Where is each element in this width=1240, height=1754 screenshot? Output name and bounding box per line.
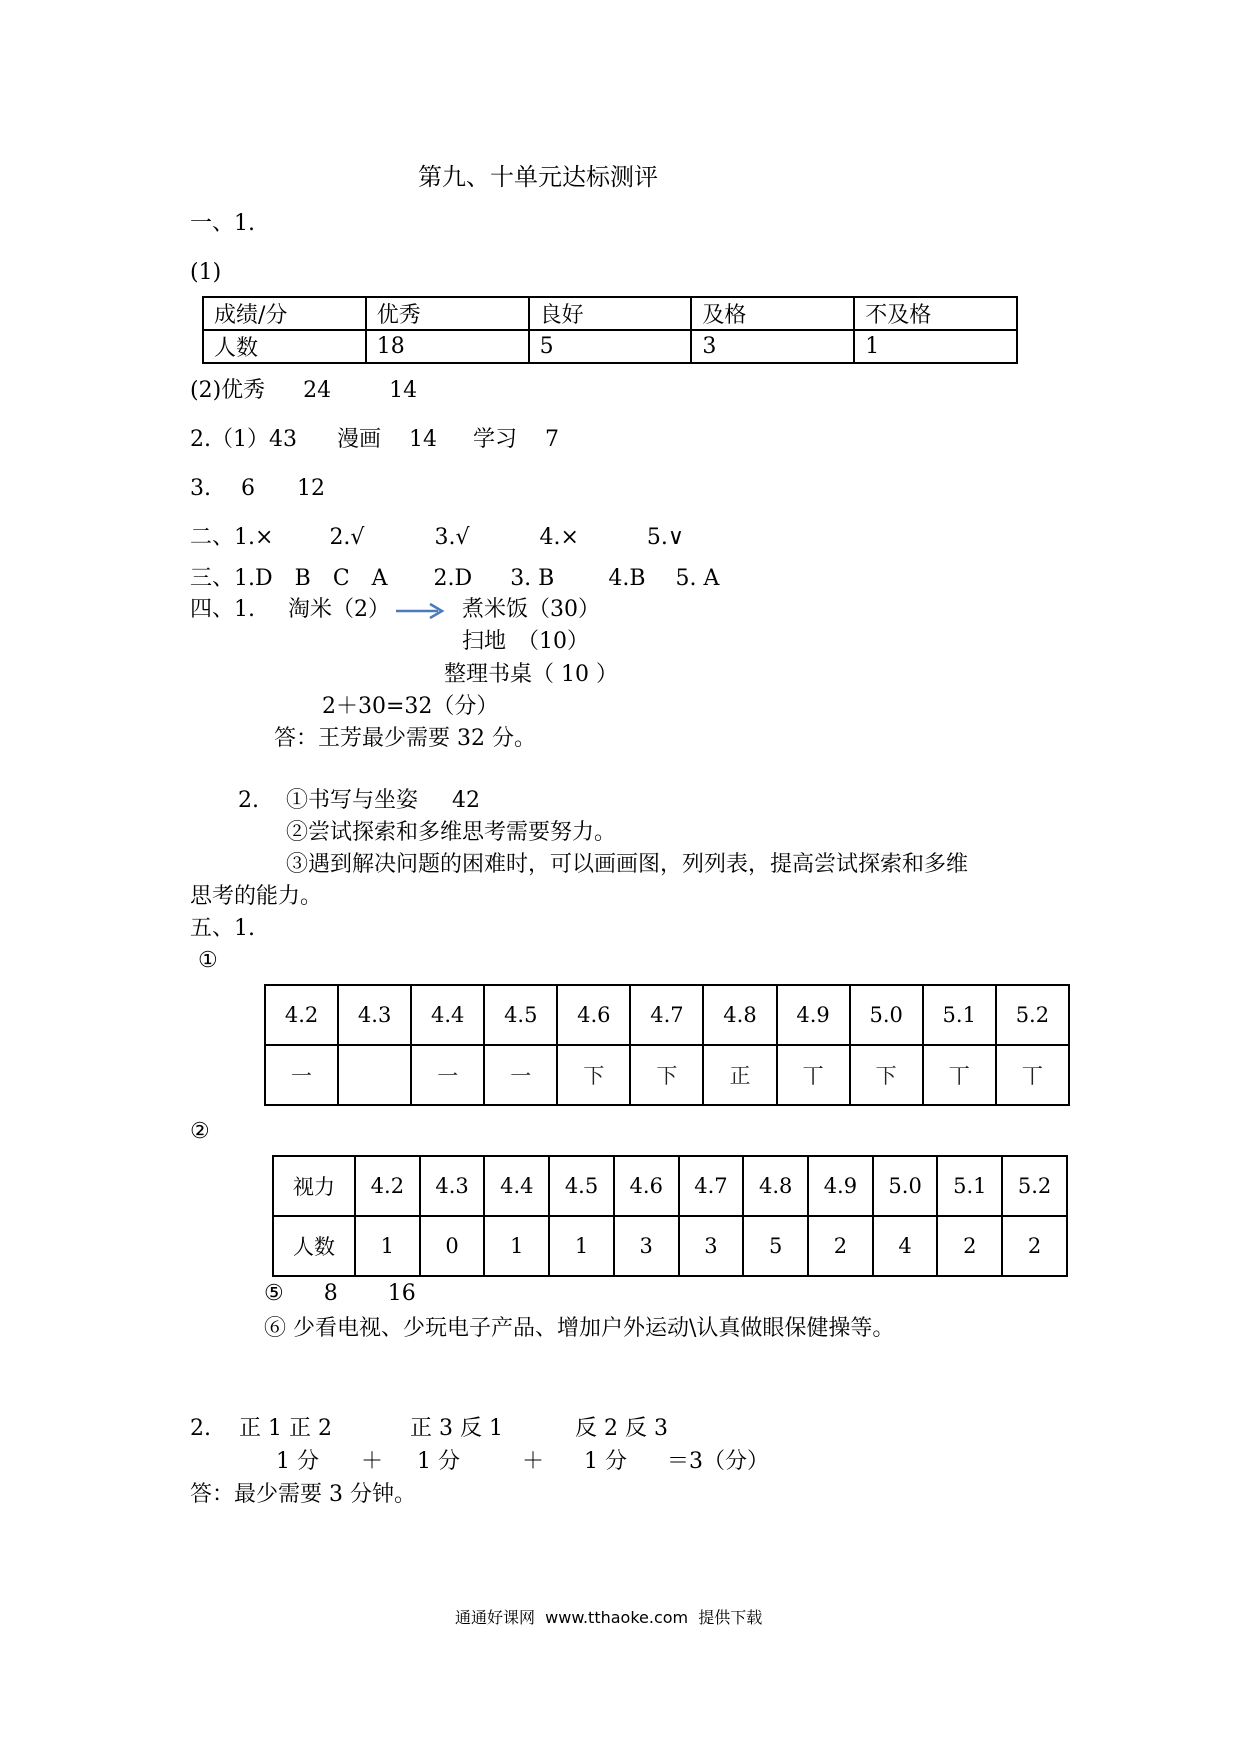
answer-value: 16 [387, 1281, 416, 1306]
task-label: 煮米饭（30） [462, 597, 600, 622]
table-cell: 5.1 [937, 1156, 1002, 1216]
table-row [265, 985, 1069, 1045]
table-cell: 1 [549, 1216, 614, 1276]
table-cell: 4.6 [614, 1156, 679, 1216]
arrow-icon [394, 599, 448, 623]
answer-value: 14 [409, 427, 437, 452]
answer-text: 1 分 [584, 1449, 628, 1474]
table-cell: 2 [937, 1216, 1002, 1276]
sub-question-1: (1) [190, 260, 222, 285]
answer-text: 答：王芳最少需要 32 分。 [274, 726, 536, 751]
sub-question-2 [190, 380, 417, 402]
question-4-2-line: 思考的能力。 [190, 884, 323, 909]
table-cell: 成绩/分 [203, 297, 366, 330]
section-4-heading: 四、1. [190, 597, 255, 622]
table-cell: 4.6 [557, 985, 630, 1045]
tally-mark: 一 [484, 1045, 557, 1105]
table-cell: 1 [355, 1216, 420, 1276]
table-cell: 人数 [273, 1216, 355, 1276]
page-title: 第九、十单元达标测评 [418, 163, 658, 191]
answer-text: ＝3（分） [667, 1449, 770, 1474]
answer-value: A [371, 566, 388, 591]
answer-label: 3. [190, 476, 211, 501]
tally-table [264, 984, 1070, 1106]
table-cell: 5.2 [996, 985, 1069, 1045]
question-1-2 [190, 429, 559, 451]
table-cell: 5.1 [923, 985, 996, 1045]
table-cell: 5.0 [873, 1156, 938, 1216]
table-cell: 良好 [529, 297, 692, 330]
question-4-2-line [286, 790, 480, 812]
answer-label: 二、1.× [190, 525, 274, 550]
answer-text: 正 1 正 2 [239, 1416, 332, 1441]
answer-value: 学习 [473, 427, 518, 452]
calculation: 2＋30=32（分） [322, 694, 499, 719]
table-row [203, 297, 1017, 330]
answer-text: 1 分 [417, 1449, 461, 1474]
table-cell: 4.5 [484, 985, 557, 1045]
table-cell: 不及格 [854, 297, 1017, 330]
tally-mark: 下 [630, 1045, 703, 1105]
tally-mark: 丅 [777, 1045, 850, 1105]
answer-value: 12 [297, 476, 325, 501]
answer-value: 4.× [539, 525, 579, 550]
answer-text: 1 分 [276, 1449, 319, 1474]
table-cell: 人数 [203, 330, 366, 363]
answer-value: 24 [303, 378, 332, 403]
plus-sign: ＋ [361, 1449, 384, 1474]
answer-value: B [294, 566, 311, 591]
table-cell: 4.9 [808, 1156, 873, 1216]
table-cell: 4.8 [703, 985, 776, 1045]
answer-value: 42 [452, 788, 481, 813]
tally-mark: 下 [850, 1045, 923, 1105]
answer-value: 3.√ [434, 525, 470, 550]
task-label: 整理书桌（ 10 ） [444, 662, 618, 687]
answer-value: 4.B [608, 566, 646, 591]
tally-mark: 丅 [996, 1045, 1069, 1105]
table-cell: 5.2 [1002, 1156, 1067, 1216]
table-cell: 18 [366, 330, 529, 363]
task-label: 扫地 （10） [462, 629, 589, 654]
answer-label: 三、1.D [190, 566, 273, 591]
table-cell: 4.7 [630, 985, 703, 1045]
answer-value: 5.∨ [646, 525, 684, 550]
answer-value: 14 [389, 378, 418, 403]
table-cell: 4 [873, 1216, 938, 1276]
answer-value: 2.D [433, 566, 473, 591]
table-cell: 5.0 [850, 985, 923, 1045]
table-row [203, 330, 1017, 363]
tally-mark: 一 [265, 1045, 338, 1105]
table-cell: 4.5 [549, 1156, 614, 1216]
answer-label: 2.（1）43 [190, 427, 297, 452]
section-1-heading: 一、1. [190, 211, 255, 236]
table-cell: 1 [854, 330, 1017, 363]
answer-line-5 [264, 1283, 416, 1305]
table-cell: 4.2 [355, 1156, 420, 1216]
table-cell: 3 [614, 1216, 679, 1276]
answer-value: 8 [323, 1281, 338, 1306]
answer-value: 漫画 [336, 427, 381, 452]
table-cell: 3 [679, 1216, 744, 1276]
tally-mark [338, 1045, 411, 1105]
table-cell: 4.3 [338, 985, 411, 1045]
answer-line-6: ⑥ 少看电视、少玩电子产品、增加户外运动\认真做眼保健操等。 [264, 1316, 895, 1341]
table-cell: 4.4 [411, 985, 484, 1045]
table-row [273, 1156, 1067, 1216]
question-4-2-line: ②尝试探索和多维思考需要努力。 [286, 820, 617, 845]
question-4-2-line: ③遇到解决问题的困难时，可以画画图，列列表，提高尝试探索和多维 [286, 852, 969, 877]
section-5-heading: 五、1. [190, 916, 255, 941]
table-cell: 及格 [691, 297, 854, 330]
question-4-2-label: 2. [238, 788, 259, 813]
table-cell: 5 [743, 1216, 808, 1276]
answer-value: 3. B [510, 566, 555, 591]
answer-value: C [332, 566, 350, 591]
answer-label: 2. [190, 1416, 211, 1441]
table-cell: 3 [691, 330, 854, 363]
answer-value: 5. A [675, 566, 720, 591]
answer-text: 答：最少需要 3 分钟。 [190, 1482, 416, 1507]
table-cell: 1 [484, 1216, 549, 1276]
question-5-2-calc [276, 1451, 769, 1473]
plus-sign: ＋ [522, 1449, 545, 1474]
table-row [265, 1045, 1069, 1105]
table-cell: 视力 [273, 1156, 355, 1216]
table-cell: 5 [529, 330, 692, 363]
answer-text: 反 2 反 3 [574, 1416, 668, 1441]
table-cell: 0 [420, 1216, 485, 1276]
table-cell: 4.4 [484, 1156, 549, 1216]
question-1-3 [190, 478, 325, 500]
task-label: 淘米（2） [288, 597, 390, 622]
answer-value: 2.√ [329, 525, 365, 550]
tally-mark: 一 [411, 1045, 484, 1105]
circled-number: ② [190, 1119, 210, 1144]
table-cell: 4.3 [420, 1156, 485, 1216]
circled-number: ⑤ [264, 1281, 284, 1306]
vision-count-table [272, 1155, 1068, 1277]
table-cell: 4.7 [679, 1156, 744, 1216]
page-footer: 通通好课网 www.tthaoke.com 提供下载 [455, 1608, 763, 1627]
circled-number: ① [198, 948, 218, 973]
table-cell: 优秀 [366, 297, 529, 330]
answer-value: 6 [241, 476, 255, 501]
table-cell: 2 [808, 1216, 873, 1276]
table-cell: 4.9 [777, 985, 850, 1045]
table-cell: 4.2 [265, 985, 338, 1045]
answer-label: (2)优秀 [190, 378, 266, 403]
tally-mark: 丅 [923, 1045, 996, 1105]
table-cell: 4.8 [743, 1156, 808, 1216]
answer-value: 7 [545, 427, 560, 452]
table-cell: 2 [1002, 1216, 1067, 1276]
section-3 [190, 568, 719, 590]
question-5-2 [190, 1418, 668, 1440]
answer-text: ①书写与坐姿 [286, 788, 419, 813]
answer-text: 正 3 反 1 [409, 1416, 503, 1441]
tally-mark: 正 [703, 1045, 776, 1105]
score-table [202, 296, 1018, 364]
tally-mark: 下 [557, 1045, 630, 1105]
table-row [273, 1216, 1067, 1276]
section-2 [190, 527, 684, 549]
